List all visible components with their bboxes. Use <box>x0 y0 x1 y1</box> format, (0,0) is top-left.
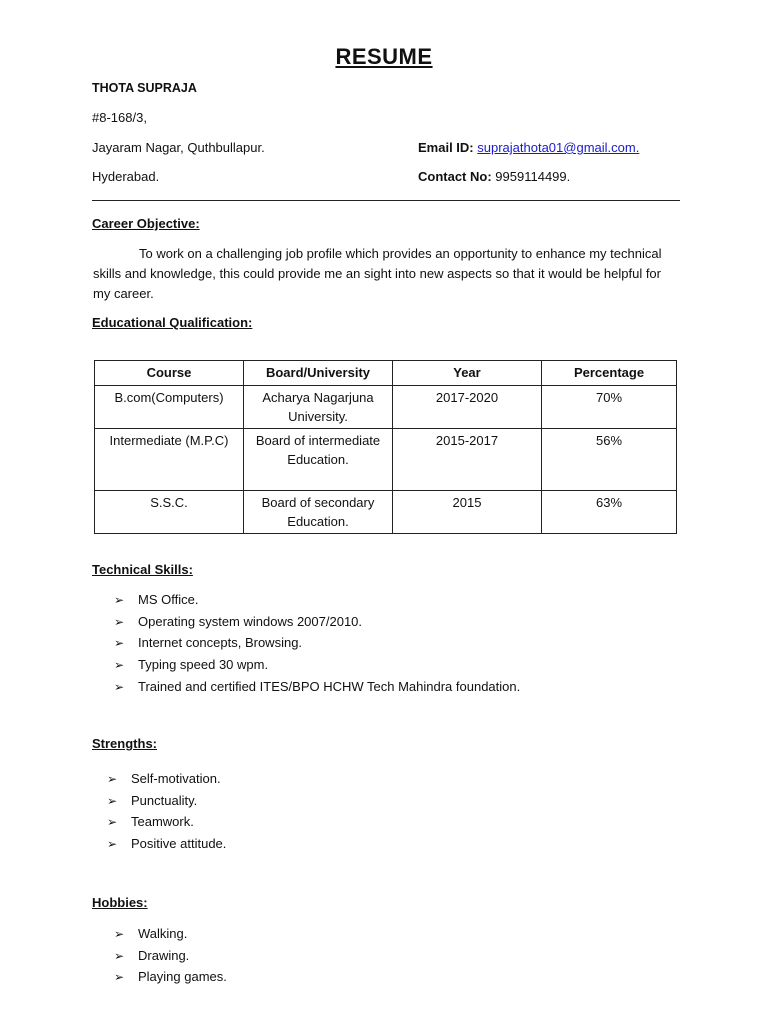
resume-title: RESUME <box>335 44 433 69</box>
list-item-text: Teamwork. <box>131 814 194 830</box>
cell-percentage: 63% <box>542 491 677 534</box>
arrow-bullet-icon: ➢ <box>114 679 125 694</box>
list-item <box>107 811 226 833</box>
list-item-text: Operating system windows 2007/2010. <box>138 613 363 629</box>
list-item <box>107 768 226 790</box>
arrow-bullet-icon: ➢ <box>114 970 125 985</box>
list-item-text: Drawing. <box>138 947 190 963</box>
phone-label: Contact No: <box>418 169 492 184</box>
table-row <box>95 386 677 429</box>
list-item <box>114 632 520 654</box>
list-item-text: Trained and certified ITES/BPO HCHW Tech Mahindra foundation. <box>138 678 521 694</box>
cell-percentage: 70% <box>542 386 677 429</box>
arrow-bullet-icon: ➢ <box>107 793 118 808</box>
column-header-course: Course <box>95 361 244 386</box>
career-objective-heading: Career Objective: <box>92 216 200 231</box>
strengths-list <box>107 768 226 855</box>
cell-year: 2015 <box>393 491 542 534</box>
list-item <box>114 589 520 611</box>
arrow-bullet-icon: ➢ <box>107 837 118 852</box>
list-item-text: Typing speed 30 wpm. <box>138 657 269 673</box>
strengths-heading: Strengths: <box>92 736 157 751</box>
education-heading: Educational Qualification: <box>92 315 253 330</box>
cell-course: Intermediate (M.P.C) <box>95 429 244 491</box>
header-divider <box>92 200 680 201</box>
column-header-year: Year <box>393 361 542 386</box>
arrow-bullet-icon: ➢ <box>107 815 118 830</box>
cell-year: 2015-2017 <box>393 429 542 491</box>
cell-course: B.com(Computers) <box>95 386 244 429</box>
list-item-text: Punctuality. <box>131 792 198 808</box>
list-item <box>114 676 520 698</box>
column-header-board: Board/University <box>244 361 393 386</box>
cell-year: 2017-2020 <box>393 386 542 429</box>
technical-skills-list <box>114 589 520 697</box>
list-item-text: Playing games. <box>138 969 227 985</box>
phone-row <box>418 169 570 184</box>
list-item-text: Positive attitude. <box>131 836 227 852</box>
education-table <box>94 360 677 534</box>
list-item <box>114 966 227 988</box>
list-item <box>114 945 227 967</box>
address-line-3: Hyderabad. <box>92 169 160 184</box>
list-item <box>114 654 520 676</box>
list-item <box>107 833 226 855</box>
list-item-text: Self-motivation. <box>131 771 221 786</box>
phone-value: 9959114499. <box>495 169 571 184</box>
arrow-bullet-icon: ➢ <box>114 927 125 941</box>
list-item <box>114 611 520 633</box>
cell-course: S.S.C. <box>95 491 244 534</box>
list-item-text: Walking. <box>138 926 188 941</box>
arrow-bullet-icon: ➢ <box>114 593 125 607</box>
email-label: Email ID: <box>418 140 474 155</box>
hobbies-heading: Hobbies: <box>92 895 148 910</box>
arrow-bullet-icon: ➢ <box>114 948 125 963</box>
applicant-name: THOTA SUPRAJA <box>92 81 197 95</box>
technical-skills-heading: Technical Skills: <box>92 562 193 577</box>
arrow-bullet-icon: ➢ <box>114 636 125 651</box>
list-item <box>107 790 226 812</box>
cell-board: Board of intermediate Education. <box>244 429 393 491</box>
career-objective-text: To work on a challenging job profile which provides an opportunity to enhance my technical skills and knowledge, this could provide me an sight into new aspects so that it would be helpful for my career. <box>93 246 662 301</box>
address-line-2: Jayaram Nagar, Quthbullapur. <box>92 140 265 155</box>
list-item-text: MS Office. <box>138 592 199 607</box>
arrow-bullet-icon: ➢ <box>114 658 125 673</box>
list-item <box>114 923 227 945</box>
table-header-row <box>95 361 677 386</box>
arrow-bullet-icon: ➢ <box>107 772 118 786</box>
list-item-text: Internet concepts, Browsing. <box>138 635 303 651</box>
table-row <box>95 491 677 534</box>
cell-percentage: 56% <box>542 429 677 491</box>
email-link[interactable]: suprajathota01@gmail.com. <box>477 140 640 155</box>
column-header-percentage: Percentage <box>542 361 677 386</box>
arrow-bullet-icon: ➢ <box>114 614 125 629</box>
table-row <box>95 429 677 491</box>
hobbies-list <box>114 923 227 988</box>
email-row <box>418 140 639 155</box>
address-line-1: #8-168/3, <box>92 110 147 125</box>
cell-board: Acharya Nagarjuna University. <box>244 386 393 429</box>
cell-board: Board of secondary Education. <box>244 491 393 534</box>
